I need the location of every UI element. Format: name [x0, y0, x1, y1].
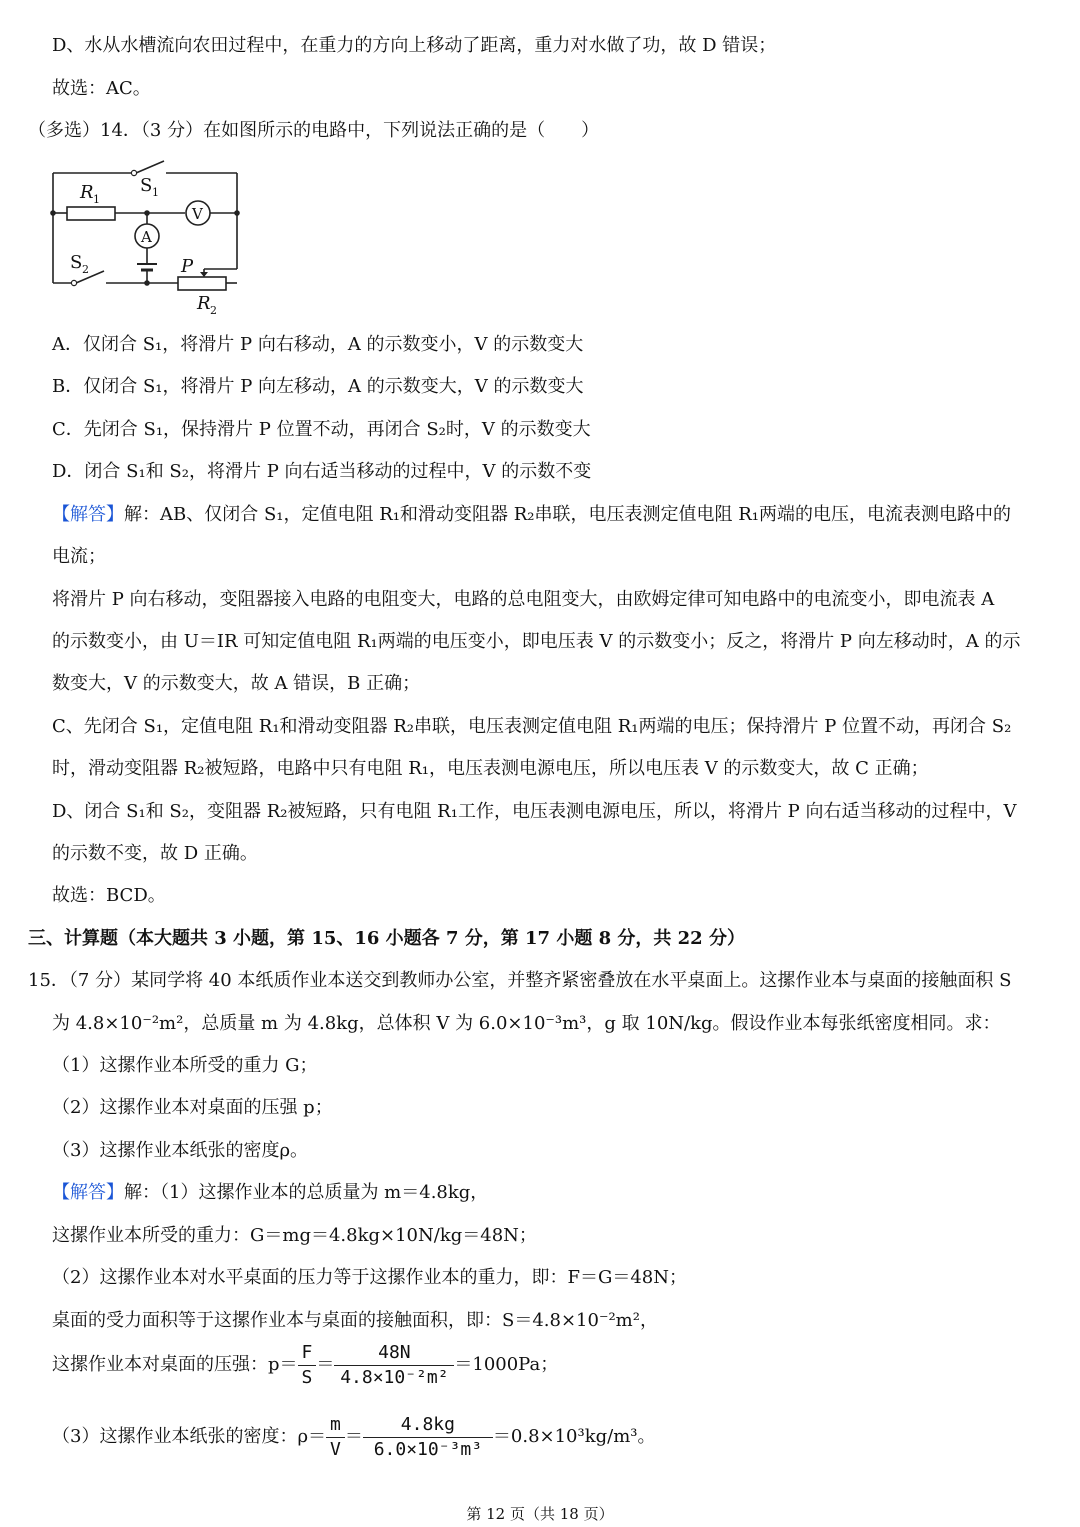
q15-solution-line-4: 桌面的受力面积等于这摞作业本与桌面的接触面积，即：S＝4.8×10⁻²m²， [52, 1310, 658, 1331]
q14-solution-line-5: 数变大，V 的示数变大，故 A 错误，B 正确； [52, 673, 421, 694]
q14-option-b: B．仅闭合 S₁，将滑片 P 向左移动，A 的示数变大，V 的示数变大 [52, 376, 584, 397]
label-p: P [181, 256, 194, 277]
q13-option-d: D、水从水槽流向农田过程中，在重力的方向上移动了距离，重力对水做了功，故 D 错误； [52, 35, 777, 56]
q14-solution-line-8: D、闭合 S₁和 S₂，变阻器 R₂被短路，只有电阻 R₁工作，电压表测电源电压，所以，将滑片 P 向右适当移动的过程中，V [52, 801, 1017, 822]
fraction-mass-over-volume: $\frac{4.8kg}{\text{6.0×10⁻³m³}}$ [363, 1413, 493, 1462]
q14-solution-line-2: 电流； [52, 546, 106, 567]
solution-tag: 【解答】 [52, 1182, 124, 1203]
solution-tag: 【解答】 [52, 504, 124, 525]
q15-part-2: （2）这摞作业本对桌面的压强 p； [52, 1097, 333, 1118]
q14-solution-line-3: 将滑片 P 向右移动，变阻器接入电路的电阻变大，电路的总电阻变大，由欧姆定律可知电路中的电流变小，即电流表 A [52, 589, 995, 610]
q15-density-formula: （3）这摞作业本纸张的密度：ρ＝ $\frac{m}{V}$ ＝ $\frac{4.8kg}{\text{6.0×10⁻³m³}}$ ＝0.8×10³kg/m³。 [52, 1413, 656, 1460]
resistor-r1 [67, 207, 115, 220]
circuit-diagram [40, 156, 255, 321]
q13-answer: 故选：AC。 [52, 78, 151, 99]
q15-pressure-formula: 这摞作业本对桌面的压强：p＝ $\frac{F}{S}$ ＝ $\frac{48N}{\text{4.8×10⁻²m²}}$ ＝1000Pa； [52, 1341, 559, 1388]
q14-option-d: D．闭合 S₁和 S₂，将滑片 P 向右适当移动的过程中，V 的示数不变 [52, 461, 592, 482]
label-r1: R [80, 182, 94, 203]
label-v: V [192, 205, 203, 223]
label-a: A [141, 228, 152, 246]
q14-solution-line-1: 【解答】解：AB、仅闭合 S₁，定值电阻 R₁和滑动变阻器 R₂串联，电压表测定值电阻 R₁两端的电压，电流表测电路中的 [52, 504, 1011, 525]
q14-solution-line-4: 的示数变小，由 U＝IR 可知定值电阻 R₁两端的电压变小，即电压表 V 的示数变小；反之，将滑片 P 向左移动时，A 的示 [52, 631, 1021, 652]
q15-solution-line-3: （2）这摞作业本对水平桌面的压力等于这摞作业本的重力，即：F＝G＝48N； [52, 1267, 687, 1288]
svg-text:1: 1 [152, 186, 159, 199]
q15-part-1: （1）这摞作业本所受的重力 G； [52, 1055, 318, 1076]
svg-text:2: 2 [82, 263, 89, 276]
switch-s1 [136, 161, 164, 173]
fraction-48n-over-area: $\frac{48N}{\text{4.8×10⁻²m²}}$ [334, 1341, 454, 1390]
fraction-m-over-v: $\frac{m}{V}$ [326, 1413, 345, 1462]
page-footer: 第 12 页（共 18 页） [466, 1505, 614, 1523]
q15-solution-line-2: 这摞作业本所受的重力：G＝mg＝4.8kg×10N/kg＝48N； [52, 1225, 537, 1246]
svg-text:2: 2 [210, 304, 217, 317]
q14-answer: 故选：BCD。 [52, 885, 166, 906]
svg-text:1: 1 [93, 193, 100, 206]
q14-option-c: C．先闭合 S₁，保持滑片 P 位置不动，再闭合 S₂时，V 的示数变大 [52, 419, 591, 440]
resistor-r2 [178, 277, 226, 290]
q14-stem: （多选）14．（3 分）在如图所示的电路中，下列说法正确的是（ ） [28, 120, 600, 141]
label-s2: S [70, 252, 83, 273]
q15-stem-line-2: 为 4.8×10⁻²m²，总质量 m 为 4.8kg，总体积 V 为 6.0×10⁻³m³，g 取 10N/kg。假设作业本每张纸密度相同。求： [52, 1013, 1001, 1034]
q15-part-3: （3）这摞作业本纸张的密度ρ。 [52, 1140, 309, 1161]
q15-solution-line-1: 【解答】解：（1）这摞作业本的总质量为 m＝4.8kg， [52, 1182, 489, 1203]
fraction-f-over-s: $\frac{F}{S}$ [298, 1341, 317, 1390]
label-r2: R [197, 293, 211, 314]
q14-option-a: A．仅闭合 S₁，将滑片 P 向右移动，A 的示数变小，V 的示数变大 [52, 334, 584, 355]
label-s1: S [140, 175, 153, 196]
q14-solution-line-9: 的示数不变，故 D 正确。 [52, 843, 258, 864]
q14-solution-line-7: 时，滑动变阻器 R₂被短路，电路中只有电阻 R₁，电压表测电源电压，所以电压表 V 的示数变大，故 C 正确； [52, 758, 929, 779]
q15-stem-line-1: 15．（7 分）某同学将 40 本纸质作业本送交到教师办公室，并整齐紧密叠放在水平桌面上。这摞作业本与桌面的接触面积 S [28, 970, 1012, 991]
q14-solution-line-6: C、先闭合 S₁，定值电阻 R₁和滑动变阻器 R₂串联，电压表测定值电阻 R₁两端的电压；保持滑片 P 位置不动，再闭合 S₂ [52, 716, 1012, 737]
section-3-heading: 三、计算题（本大题共 3 小题，第 15、16 小题各 7 分，第 17 小题 8 分，共 22 分） [28, 928, 745, 949]
